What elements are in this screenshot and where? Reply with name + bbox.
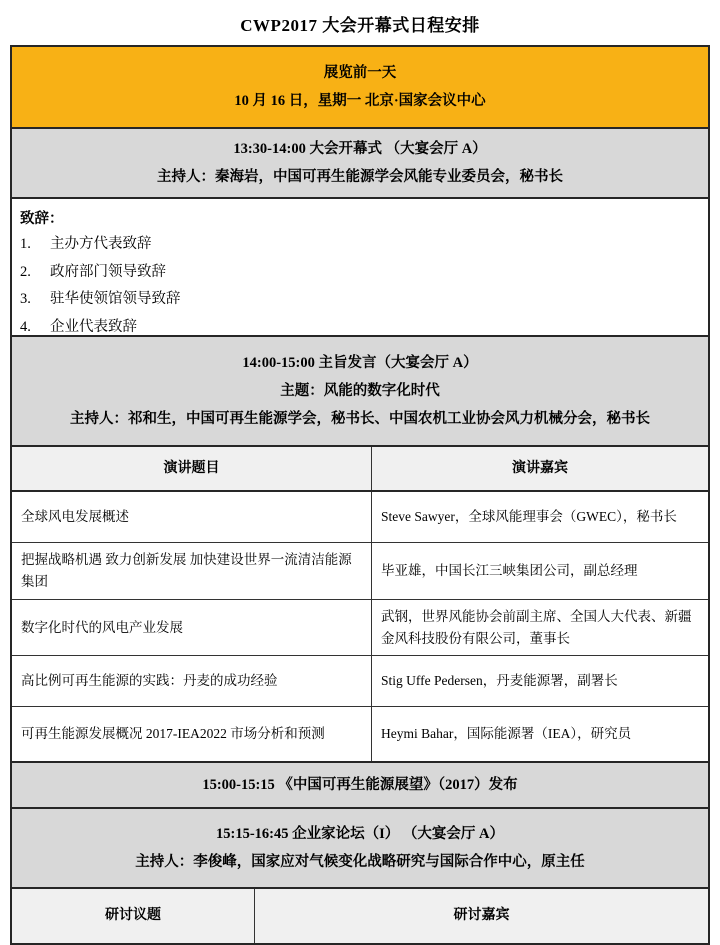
list-item-text: 驻华使领馆领导致辞 xyxy=(50,291,181,307)
list-item-text: 企业代表致辞 xyxy=(50,318,137,335)
speech-speaker: Steve Sawyer，全球风能理事会（GWEC），秘书长 xyxy=(371,492,708,542)
speeches-heading: 致辞： xyxy=(20,211,64,227)
keynote-session-time-title: 14:00-15:00 主旨发言（大宴会厅 A） xyxy=(242,355,478,371)
forum-session-header xyxy=(12,807,708,887)
table-row xyxy=(12,542,708,599)
column-header-panel-topic: 研讨议题 xyxy=(105,908,161,923)
forum-session-host: 主持人：李俊峰，国家应对气候变化战略研究与国际合作中心，原主任 xyxy=(135,854,585,870)
list-item-number: 1. xyxy=(20,236,31,252)
opening-session-host: 主持人：秦海岩，中国可再生能源学会风能专业委员会，秘书长 xyxy=(157,169,563,185)
list-item xyxy=(20,259,700,287)
list-item-number: 3. xyxy=(20,291,31,307)
opening-session-header xyxy=(12,127,708,197)
speech-topic: 可再生能源发展概况 2017-IEA2022 市场分析和预测 xyxy=(21,726,325,741)
speaker-table-body xyxy=(12,490,708,761)
day-banner xyxy=(12,47,708,127)
list-item-text: 主办方代表致辞 xyxy=(50,236,152,252)
keynote-session-header xyxy=(12,335,708,445)
list-item xyxy=(20,286,700,314)
table-row xyxy=(12,706,708,761)
list-item-number: 4. xyxy=(20,318,31,335)
speech-speaker: 毕亚雄，中国长江三峡集团公司，副总经理 xyxy=(371,543,708,599)
day-banner-label: 展览前一天 xyxy=(323,65,397,81)
speech-topic: 全球风电发展概述 xyxy=(21,509,129,524)
page-title: CWP2017 大会开幕式日程安排 xyxy=(240,16,480,35)
report-release-title: 15:00-15:15 《中国可再生能源展望》（2017）发布 xyxy=(202,777,518,793)
keynote-session-topic: 主题：风能的数字化时代 xyxy=(280,383,440,399)
list-item-number: 2. xyxy=(20,263,31,280)
speech-speaker: Stig Uffe Pedersen，丹麦能源署，副署长 xyxy=(371,656,708,706)
panel-table-header xyxy=(12,887,708,943)
speech-topic: 高比例可再生能源的实践：丹麦的成功经验 xyxy=(21,673,278,688)
forum-session-time-title: 15:15-16:45 企业家论坛（I） （大宴会厅 A） xyxy=(216,826,504,842)
list-item-text: 政府部门领导致辞 xyxy=(50,263,166,280)
report-release-band xyxy=(12,761,708,807)
column-header-topic: 演讲题目 xyxy=(163,460,220,476)
column-header-speaker: 演讲嘉宾 xyxy=(371,447,708,490)
speech-speaker: Heymi Bahar，国际能源署（IEA），研究员 xyxy=(371,707,708,761)
speeches-section xyxy=(12,197,708,335)
schedule-table xyxy=(10,45,710,945)
speech-topic: 把握战略机遇 致力创新发展 加快建设世界一流清洁能源集团 xyxy=(21,552,352,589)
opening-session-time-title: 13:30-14:00 大会开幕式 （大宴会厅 A） xyxy=(233,141,487,157)
keynote-session-host: 主持人：祁和生，中国可再生能源学会，秘书长、中国农机工业协会风力机械分会，秘书长 xyxy=(70,411,650,427)
speech-speaker: 武钢，世界风能协会前副主席、全国人大代表、新疆金风科技股份有限公司，董事长 xyxy=(371,600,708,655)
speaker-table-header xyxy=(12,445,708,490)
table-row xyxy=(12,655,708,706)
table-row xyxy=(12,492,708,542)
column-header-panel-guest: 研讨嘉宾 xyxy=(254,889,708,943)
day-banner-date-venue: 10 月 16 日，星期一 北京·国家会议中心 xyxy=(234,93,486,109)
speech-topic: 数字化时代的风电产业发展 xyxy=(21,619,183,635)
list-item xyxy=(20,231,700,259)
table-row xyxy=(12,599,708,655)
